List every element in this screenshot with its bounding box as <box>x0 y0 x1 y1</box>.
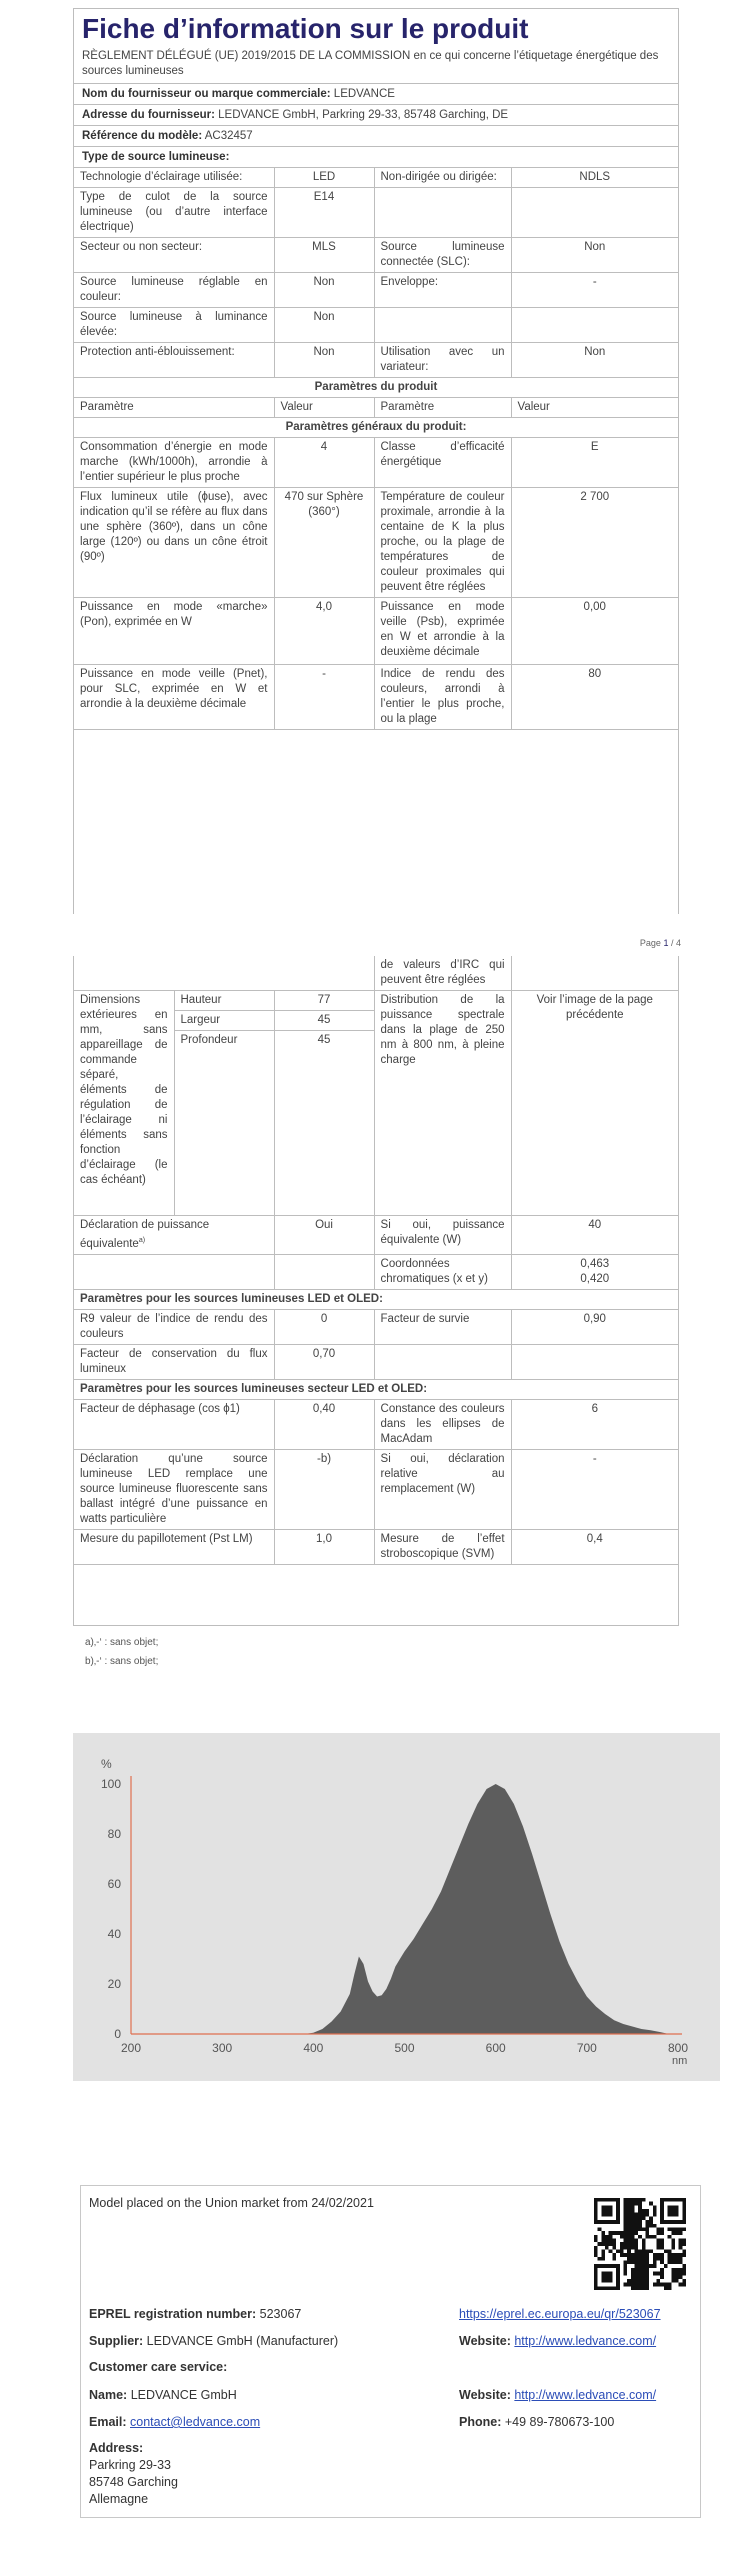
macadam-label: Constance des couleurs dans les ellipses de MacAdam <box>374 1399 511 1449</box>
param-value: 4 <box>274 438 374 488</box>
type-table <box>74 167 678 730</box>
y-tick-label: 80 <box>107 1827 121 1841</box>
email-row: Email: contact@ledvance.com <box>89 2415 261 2429</box>
table-row <box>74 1529 678 1564</box>
address-line: 85748 Garching <box>89 2475 178 2489</box>
param-label: Secteur ou non secteur: <box>74 238 274 273</box>
param-value: MLS <box>274 238 374 273</box>
param-label: Enveloppe: <box>374 273 511 308</box>
param-label: Protection anti-éblouissement: <box>74 343 274 378</box>
type-label: Type de source lumineuse: <box>82 151 230 163</box>
lumen-maintenance-label: Facteur de conservation du flux lumineux <box>74 1344 274 1379</box>
param-value: Non <box>274 308 374 343</box>
param-label: Non-dirigée ou dirigée: <box>374 168 511 188</box>
param-label: Source lumineuse connectée (SLC): <box>374 238 511 273</box>
x-axis-label: nm <box>672 2055 688 2067</box>
phase-label: Facteur de déphasage (cos ϕ1) <box>74 1399 274 1449</box>
survival-value: 0,90 <box>511 1309 678 1344</box>
care-name-row: Name: LEDVANCE GmbH <box>89 2388 237 2402</box>
section-header-row <box>74 1289 678 1309</box>
param-label: Classe d’efficacité énergétique <box>374 438 511 488</box>
col-header-value: Valeur <box>274 398 374 418</box>
param-value: E14 <box>274 188 374 238</box>
dim-name: Largeur <box>174 1011 274 1031</box>
phone-value: +49 89-780673-100 <box>504 2415 615 2429</box>
chroma-label: Coordonnées chromatiques (x et y) <box>374 1254 511 1289</box>
col-header-param: Paramètre <box>374 398 511 418</box>
type-heading <box>74 146 678 167</box>
r9-label: R9 valeur de l’indice de rendu des couleurs <box>74 1309 274 1344</box>
x-tick-label: 800 <box>667 2041 689 2055</box>
params-table-continued <box>74 956 678 1565</box>
param-label: Puissance en mode veille (Psb), exprimée en W et arrondie à la deuxième décimale <box>374 598 511 665</box>
equiv-value: Oui <box>274 1216 374 1255</box>
mains-params-title: Paramètres pour les sources lumineuses secteur LED et OLED: <box>74 1379 678 1399</box>
model-value: AC32457 <box>204 130 253 142</box>
param-label: Température de couleur proximale, arrondie à la centaine de K la plus proche, ou la plage de températures de couleur proximales qui peuvent être réglées <box>374 488 511 598</box>
footnote: b)‚-‘ : sans objet; <box>85 1656 159 1667</box>
param-value: 80 <box>511 665 678 730</box>
table-row <box>74 488 678 598</box>
footnote: a)‚-‘ : sans objet; <box>85 1637 159 1648</box>
param-label: Puissance en mode «marche» (Pon), exprimée en W <box>74 598 274 665</box>
table-row <box>74 188 678 238</box>
x-tick-label: 300 <box>212 2041 233 2055</box>
model-label: Référence du modèle: <box>82 130 203 142</box>
footnotes <box>85 1633 158 1671</box>
flicker-value: 1,0 <box>274 1529 374 1564</box>
email-link[interactable]: contact@ledvance.com <box>130 2415 261 2429</box>
param-label: Utilisation avec un variateur: <box>374 343 511 378</box>
product-info-sheet <box>73 8 679 914</box>
param-value: 4,0 <box>274 598 374 665</box>
regulation-text: RÈGLEMENT DÉLÉGUÉ (UE) 2019/2015 DE LA COMMISSION en ce qui concerne l’étiquetage énergétique des sources lumineuses <box>82 50 659 77</box>
macadam-value: 6 <box>511 1399 678 1449</box>
supplier-name-row <box>74 83 678 104</box>
supplier-address-label: Adresse du fournisseur: <box>82 109 215 121</box>
r9-value: 0 <box>274 1309 374 1344</box>
y-tick-label: 100 <box>100 1777 121 1791</box>
section-header-row <box>74 418 678 438</box>
param-label: Technologie d’éclairage utilisée: <box>74 168 274 188</box>
x-tick-label: 200 <box>120 2041 142 2055</box>
address-block <box>89 2457 178 2508</box>
table-row <box>74 238 678 273</box>
table-row <box>74 1309 678 1344</box>
supplier-address-value: LEDVANCE GmbH, Parkring 29-33, 85748 Garching, DE <box>218 109 509 121</box>
param-label: Flux lumineux utile (ϕuse), avec indication qu’il se réfère au flux dans une sphère (360º), dans un cône large (120º) ou dans un cône étroit (90º) <box>74 488 274 598</box>
param-value: 2 700 <box>511 488 678 598</box>
x-tick-label: 500 <box>394 2041 415 2055</box>
flicker-label: Mesure du papillotement (Pst LM) <box>74 1529 274 1564</box>
param-label <box>374 188 511 238</box>
table-row <box>74 343 678 378</box>
equiv-power-label: Si oui, puissance équivalente (W) <box>374 1216 511 1255</box>
equiv-label: Déclaration de puissance équivalente$^{a)}$ <box>74 1216 274 1255</box>
y-tick-label: 60 <box>107 1877 121 1891</box>
table-row <box>74 308 678 343</box>
param-value: Non <box>511 238 678 273</box>
supplier-name-value: LEDVANCE <box>333 88 395 100</box>
qr-code-icon[interactable] <box>594 2198 686 2290</box>
table-row <box>74 168 678 188</box>
spectral-chart <box>73 1733 720 2081</box>
table-row <box>74 438 678 488</box>
address-line: Parkring 29-33 <box>89 2458 171 2472</box>
param-value: Non <box>274 343 374 378</box>
lumen-maintenance-value: 0,70 <box>274 1344 374 1379</box>
replace-power-value: - <box>511 1449 678 1529</box>
table-row <box>74 1344 678 1379</box>
replace-value: -b) <box>274 1449 374 1529</box>
param-value: - <box>511 273 678 308</box>
param-value: NDLS <box>511 168 678 188</box>
param-label <box>374 308 511 343</box>
col-header-param: Paramètre <box>74 398 274 418</box>
col-header-value: Valeur <box>511 398 678 418</box>
dimensions-label: Dimensions extérieures en mm, sans appareillage de commande séparé, éléments de régulation de l’éclairage ni éléments sans fonction d’éclairage (le cas échéant) <box>74 991 174 1216</box>
param-value: - <box>274 665 374 730</box>
dim-value: 45 <box>274 1031 374 1216</box>
param-value: 470 sur Sphère (360°) <box>274 488 374 598</box>
y-tick-label: 40 <box>107 1927 121 1941</box>
svm-label: Mesure de l’effet stroboscopique (SVM) <box>374 1529 511 1564</box>
x-tick-label: 600 <box>485 2041 506 2055</box>
x-tick-label: 400 <box>303 2041 324 2055</box>
spectral-label: Distribution de la puissance spectrale dans la plage de 250 nm à 800 nm, à pleine charge <box>374 991 511 1216</box>
y-tick-label: 0 <box>114 2027 121 2041</box>
replace-power-label: Si oui, déclaration relative au remplacement (W) <box>374 1449 511 1529</box>
website-link[interactable]: http://www.ledvance.com/ <box>514 2334 657 2348</box>
params-section-title: Paramètres du produit <box>74 378 678 398</box>
spectral-area <box>304 1784 669 2034</box>
address-line: Allemagne <box>89 2492 149 2506</box>
supplier-address-row <box>74 104 678 125</box>
chroma-value: 0,463 0,420 <box>511 1254 678 1289</box>
param-value <box>511 188 678 238</box>
param-value <box>511 308 678 343</box>
phase-value: 0,40 <box>274 1399 374 1449</box>
table-row <box>74 1216 678 1255</box>
care-website-link[interactable]: http://www.ledvance.com/ <box>514 2388 657 2402</box>
care-name-value: LEDVANCE GmbH <box>130 2388 237 2402</box>
table-row <box>74 273 678 308</box>
y-tick-label: 20 <box>107 1977 121 1991</box>
replace-label: Déclaration qu’une source lumineuse LED remplace une source lumineuse fluorescente sans ballast intégré d’une puissance en watts particulière <box>74 1449 274 1529</box>
spectral-chart-svg <box>73 1733 720 2081</box>
y-axis-label: % <box>101 1757 112 1771</box>
table-row <box>74 1449 678 1529</box>
eprel-number: 523067 <box>259 2307 302 2321</box>
param-label: Puissance en mode veille (Pnet), pour SLC, exprimée en W et arrondie à la deuxième décimale <box>74 665 274 730</box>
section-header-row <box>74 378 678 398</box>
phone-row: Phone: +49 89-780673-100 <box>459 2415 615 2429</box>
placed-on-market-text: Model placed on the Union market from 24/02/2021 <box>89 2196 374 2210</box>
page-title: Fiche d’information sur le produit <box>82 13 529 44</box>
supplier-value: LEDVANCE GmbH (Manufacturer) <box>146 2334 339 2348</box>
param-label: Consommation d’énergie en mode marche (kWh/1000h), arrondie à l’entier supérieur le plus proche <box>74 438 274 488</box>
eprel-link[interactable]: https://eprel.ec.europa.eu/qr/523067 <box>459 2307 661 2321</box>
customer-care-label: Customer care service: <box>89 2360 228 2374</box>
param-value: Non <box>511 343 678 378</box>
supplier-name-label: Nom du fournisseur ou marque commerciale: <box>82 88 331 100</box>
x-tick-label: 700 <box>576 2041 597 2055</box>
equiv-power-value: 40 <box>511 1216 678 1255</box>
param-label: Source lumineuse réglable en couleur: <box>74 273 274 308</box>
param-value: Non <box>274 273 374 308</box>
dim-name: Hauteur <box>174 991 274 1011</box>
website-row: Website: http://www.ledvance.com/ <box>459 2334 657 2348</box>
param-label: Type de culot de la source lumineuse (ou d’autre interface électrique) <box>74 188 274 238</box>
param-value: E <box>511 438 678 488</box>
eprel-card <box>80 2185 701 2518</box>
address-label: Address: <box>89 2441 144 2455</box>
eprel-row: EPREL registration number: 523067 <box>89 2307 302 2321</box>
column-header-row <box>74 398 678 418</box>
page-number: Page 1 / 4 <box>639 938 681 948</box>
cri-continued-text: de valeurs d’IRC qui peuvent être réglées <box>374 956 511 991</box>
section-header-row <box>74 1379 678 1399</box>
table-row <box>74 598 678 665</box>
dim-name: Profondeur <box>174 1031 274 1216</box>
supplier-row: Supplier: LEDVANCE GmbH (Manufacturer) <box>89 2334 339 2348</box>
general-params-title: Paramètres généraux du produit: <box>74 418 678 438</box>
table-row <box>74 1254 678 1289</box>
led-params-title: Paramètres pour les sources lumineuses LED et OLED: <box>74 1289 678 1309</box>
care-website-row: Website: http://www.ledvance.com/ <box>459 2388 657 2402</box>
table-row <box>74 1399 678 1449</box>
product-info-sheet-continued <box>73 956 679 1626</box>
param-value: 0,00 <box>511 598 678 665</box>
dim-value: 77 <box>274 991 374 1011</box>
model-row <box>74 125 678 146</box>
param-label: Indice de rendu des couleurs, arrondi à l’entier le plus proche, ou la plage <box>374 665 511 730</box>
table-row <box>74 991 678 1011</box>
param-label: Source lumineuse à luminance élevée: <box>74 308 274 343</box>
survival-label: Facteur de survie <box>374 1309 511 1344</box>
table-row <box>74 956 678 991</box>
spectral-value: Voir l’image de la page précédente <box>511 991 678 1216</box>
svm-value: 0,4 <box>511 1529 678 1564</box>
table-row <box>74 665 678 730</box>
param-value: LED <box>274 168 374 188</box>
dim-value: 45 <box>274 1011 374 1031</box>
